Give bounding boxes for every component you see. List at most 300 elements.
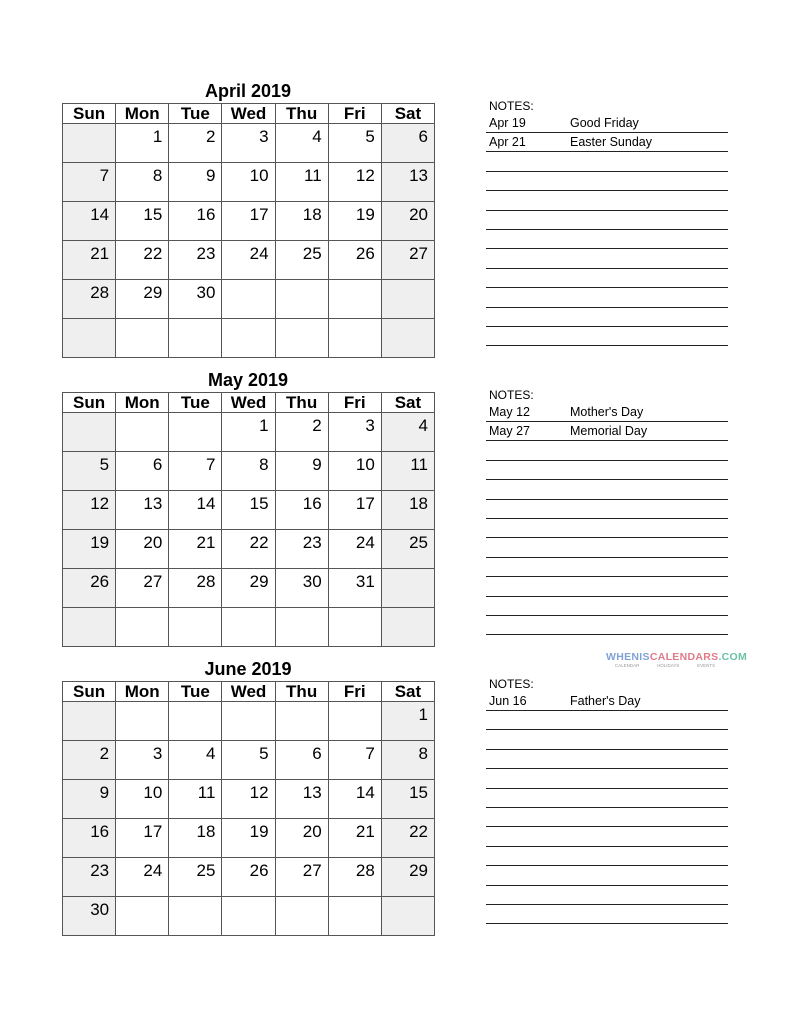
day-cell [328,163,381,202]
day-cell [116,897,169,936]
day-number: 2 [312,416,322,435]
logo-part-2: CALENDARS [649,651,719,663]
day-number: 19 [90,533,110,552]
day-number [276,897,328,900]
note-line[interactable] [486,326,728,346]
day-number: 12 [355,166,375,185]
weekday-header: Tue [169,682,222,702]
day-number [63,124,115,127]
day-cell [222,780,275,819]
day-cell [63,608,116,647]
day-cell [328,452,381,491]
day-number: 19 [249,822,269,841]
day-cell [328,491,381,530]
day-number: 22 [143,244,163,263]
day-number: 4 [312,127,322,146]
day-cell [63,819,116,858]
day-cell [381,163,434,202]
day-number: 13 [409,166,428,185]
day-number: 9 [312,455,322,474]
day-number [276,319,328,322]
day-number: 6 [418,127,428,146]
day-cell [328,741,381,780]
note-line[interactable] [486,421,728,441]
day-cell [275,780,328,819]
month-title: June 2019 [204,659,292,679]
day-number [329,608,381,611]
day-number: 26 [90,572,110,591]
day-cell [275,741,328,780]
calendar-grid [62,681,435,936]
week-row [63,280,435,319]
day-number: 10 [249,166,269,185]
day-number: 13 [143,494,163,513]
day-cell [328,897,381,936]
weekday-header: Fri [328,104,381,124]
logo-tag: CALENDAR [614,663,640,668]
day-cell [275,530,328,569]
notes-panel [486,388,728,648]
day-cell [63,319,116,358]
note-line[interactable] [486,191,728,211]
day-cell [222,280,275,319]
day-cell [275,897,328,936]
day-number: 18 [302,205,322,224]
week-row [63,530,435,569]
month-june [0,657,791,947]
day-cell [222,202,275,241]
day-number: 16 [196,205,216,224]
day-number: 7 [365,744,375,763]
day-number: 30 [302,572,322,591]
day-cell [275,413,328,452]
day-number: 15 [409,783,428,802]
note-line[interactable] [486,866,728,886]
day-number [63,319,115,322]
notes-label: NOTES: [489,99,534,113]
day-number: 21 [196,533,216,552]
week-row [63,897,435,936]
day-number: 14 [196,494,216,513]
day-number: 31 [355,572,375,591]
note-line[interactable] [486,769,728,789]
day-cell [222,819,275,858]
note-line[interactable] [486,518,728,538]
day-number: 17 [249,205,269,224]
day-cell [116,163,169,202]
day-cell [169,569,222,608]
notes-panel [486,99,728,359]
day-number: 3 [365,416,375,435]
week-row [63,608,435,647]
note-line[interactable] [486,710,728,730]
day-number: 16 [90,822,110,841]
note-line[interactable] [486,904,728,924]
day-cell [275,858,328,897]
holiday-name: Memorial Day [570,424,648,439]
weekday-header: Wed [222,104,275,124]
logo-wordmark [606,651,748,663]
note-line[interactable] [486,691,728,711]
weekday-header: Thu [275,682,328,702]
day-number: 11 [304,166,322,185]
note-line[interactable] [486,885,728,905]
day-number [169,413,221,416]
week-row [63,452,435,491]
calendar-grid [62,103,435,358]
day-number: 23 [196,244,216,263]
day-number [382,319,434,322]
holiday-date: Apr 21 [489,135,526,150]
day-cell [169,413,222,452]
weekday-header-row [63,104,435,124]
weekday-header: Sun [63,393,116,413]
note-line[interactable] [486,268,728,288]
day-cell [275,569,328,608]
day-cell [328,202,381,241]
day-cell [222,163,275,202]
month-may [0,368,791,658]
day-number [276,280,328,283]
day-cell [116,702,169,741]
day-cell [328,608,381,647]
note-line[interactable] [486,441,728,461]
day-cell [328,702,381,741]
note-line[interactable] [486,846,728,866]
holiday-date: Jun 16 [489,694,527,708]
note-line[interactable] [486,577,728,597]
day-number: 20 [409,205,428,224]
day-cell [275,280,328,319]
logo-tag: EVENTS [697,663,716,668]
weekday-header: Fri [328,393,381,413]
day-number: 18 [196,822,216,841]
logo-tag: HOLIDAYS [657,663,680,668]
day-cell [222,741,275,780]
day-number: 6 [152,455,163,474]
week-row [63,202,435,241]
day-cell [63,530,116,569]
day-cell [275,608,328,647]
day-cell [169,491,222,530]
day-number [63,413,115,416]
day-number [116,897,168,900]
weekday-header: Thu [275,104,328,124]
weekday-header: Wed [222,393,275,413]
day-cell [116,124,169,163]
note-line[interactable] [486,113,728,133]
day-number [169,608,221,611]
day-number: 23 [90,861,110,880]
note-line[interactable] [486,788,728,808]
day-cell [63,202,116,241]
day-cell [169,897,222,936]
day-cell [381,319,434,358]
day-cell [381,569,434,608]
day-cell [381,608,434,647]
day-cell [169,741,222,780]
day-number: 24 [355,533,375,552]
day-number: 21 [90,244,110,263]
day-number: 2 [205,127,216,146]
day-number: 2 [99,744,110,763]
day-cell [222,124,275,163]
day-number [276,702,328,705]
day-cell [116,452,169,491]
holiday-name: Easter Sunday [570,135,652,150]
day-cell [381,819,434,858]
day-number: 29 [409,861,428,880]
day-number: 30 [196,283,216,302]
day-cell [328,241,381,280]
day-number: 28 [355,861,375,880]
day-number: 8 [259,455,269,474]
note-line[interactable] [486,132,728,152]
calendar-grid [62,392,435,647]
day-number: 30 [90,900,110,919]
day-cell [275,163,328,202]
weekday-header: Sat [381,682,434,702]
notes-panel [486,677,728,937]
day-cell [116,280,169,319]
day-number: 15 [249,494,269,513]
day-number: 17 [355,494,375,513]
day-cell [381,241,434,280]
day-cell [169,858,222,897]
day-number: 1 [152,127,163,146]
day-number [116,413,168,416]
week-row [63,819,435,858]
note-line[interactable] [486,538,728,558]
note-line[interactable] [486,229,728,249]
holiday-date: Apr 19 [489,116,526,130]
day-cell [222,452,275,491]
weekday-header: Tue [169,104,222,124]
week-row [63,780,435,819]
note-line[interactable] [486,210,728,230]
day-number: 4 [418,416,428,435]
note-line[interactable] [486,152,728,172]
day-cell [116,491,169,530]
day-number [169,702,221,705]
day-number: 9 [99,783,110,802]
day-number: 16 [302,494,322,513]
day-number: 24 [143,861,163,880]
day-cell [328,413,381,452]
day-number: 5 [365,127,375,146]
day-number: 13 [302,783,322,802]
day-number: 5 [259,744,269,763]
weekday-header: Tue [169,393,222,413]
day-cell [169,319,222,358]
day-cell [381,452,434,491]
day-number: 21 [355,822,375,841]
day-number: 27 [302,861,322,880]
note-line[interactable] [486,807,728,827]
day-cell [275,124,328,163]
day-cell [275,202,328,241]
day-cell [116,741,169,780]
week-row [63,569,435,608]
day-number: 26 [249,861,269,880]
weekday-header: Sun [63,104,116,124]
note-line[interactable] [486,499,728,519]
month-title: April 2019 [204,81,292,101]
day-cell [63,163,116,202]
day-number: 8 [418,744,428,763]
holiday-date: May 27 [489,424,530,439]
note-line[interactable] [486,171,728,191]
note-line[interactable] [486,730,728,750]
note-line[interactable] [486,249,728,269]
day-cell [381,413,434,452]
day-number: 12 [249,783,269,802]
day-number: 3 [152,744,163,763]
day-cell [169,530,222,569]
day-cell [63,897,116,936]
week-row [63,241,435,280]
day-number: 19 [355,205,375,224]
notes-label: NOTES: [489,677,534,691]
day-cell [275,319,328,358]
day-cell [222,491,275,530]
day-number: 10 [355,455,375,474]
day-number [276,608,328,611]
day-cell [169,702,222,741]
holiday-name: Father's Day [570,694,641,708]
day-cell [169,124,222,163]
day-cell [169,163,222,202]
day-cell [222,569,275,608]
note-line[interactable] [486,749,728,769]
day-number [222,319,274,322]
day-cell [116,608,169,647]
holiday-date: May 12 [489,405,530,419]
site-logo [606,651,748,671]
day-number: 25 [302,244,322,263]
day-number: 23 [302,533,322,552]
day-number: 12 [90,494,110,513]
weekday-header: Sat [381,104,434,124]
week-row [63,858,435,897]
day-cell [63,741,116,780]
day-number: 8 [152,166,163,185]
day-number [382,569,434,572]
day-number: 1 [418,705,428,724]
day-number: 29 [143,283,163,302]
day-cell [381,202,434,241]
day-number [329,897,381,900]
day-cell [116,241,169,280]
holiday-name: Mother's Day [570,405,644,419]
note-line[interactable] [486,307,728,327]
day-number: 27 [143,572,163,591]
day-cell [275,491,328,530]
day-cell [169,452,222,491]
day-number [63,608,115,611]
week-row [63,413,435,452]
day-cell [328,569,381,608]
day-cell [116,530,169,569]
day-number: 25 [196,861,216,880]
day-number: 28 [196,572,216,591]
day-cell [222,413,275,452]
day-cell [169,819,222,858]
note-line[interactable] [486,288,728,308]
weekday-header-row [63,682,435,702]
day-cell [116,202,169,241]
weekday-header: Sat [381,393,434,413]
note-line[interactable] [486,827,728,847]
day-number: 24 [249,244,269,263]
day-cell [381,741,434,780]
day-number [222,897,274,900]
day-cell [275,702,328,741]
day-cell [169,780,222,819]
note-line[interactable] [486,615,728,635]
day-number: 20 [143,533,163,552]
week-row [63,163,435,202]
day-number: 4 [205,744,216,763]
day-cell [63,413,116,452]
day-number: 15 [143,205,163,224]
day-number: 22 [409,822,428,841]
day-number: 6 [312,744,322,763]
day-cell [169,202,222,241]
day-cell [381,780,434,819]
weekday-header: Thu [275,393,328,413]
day-number: 14 [90,205,110,224]
note-line[interactable] [486,480,728,500]
day-cell [169,280,222,319]
notes-label: NOTES: [489,388,534,402]
week-row [63,319,435,358]
day-cell [381,491,434,530]
weekday-header: Sun [63,682,116,702]
note-line[interactable] [486,557,728,577]
day-cell [275,241,328,280]
day-cell [328,530,381,569]
logo-tagline [606,663,724,669]
day-cell [328,319,381,358]
day-number [116,608,168,611]
weekday-header: Mon [116,682,169,702]
day-cell [328,780,381,819]
day-cell [275,819,328,858]
day-number [169,319,221,322]
note-line[interactable] [486,460,728,480]
week-row [63,741,435,780]
day-number: 29 [249,572,269,591]
day-cell [222,241,275,280]
day-number [222,702,274,705]
day-cell [222,319,275,358]
day-number: 27 [409,244,428,263]
day-cell [328,858,381,897]
day-cell [63,280,116,319]
month-april [0,79,791,369]
holiday-name: Good Friday [570,116,639,130]
day-cell [328,124,381,163]
weekday-header: Fri [328,682,381,702]
logo-part-1: WHENIS [606,651,650,663]
week-row [63,491,435,530]
day-cell [381,124,434,163]
note-line[interactable] [486,402,728,422]
day-number [382,897,434,900]
note-line[interactable] [486,596,728,616]
day-number: 10 [143,783,163,802]
